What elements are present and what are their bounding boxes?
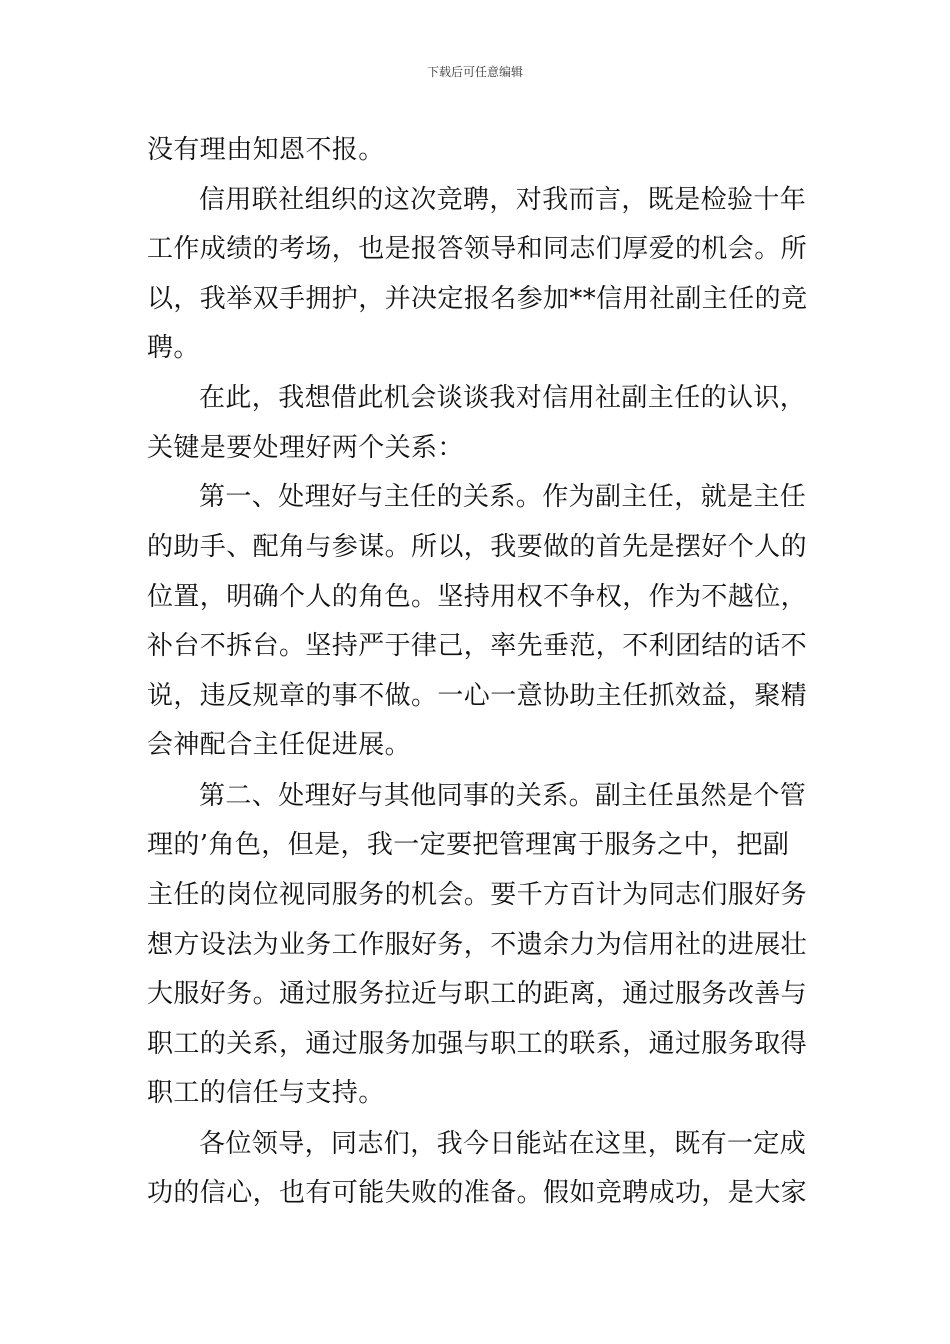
text-line: 说，违反规章的事不做。一心一意协助主任抓效益，聚精: [147, 681, 808, 711]
text-line: 职工的信任与支持。: [147, 1078, 385, 1108]
text-line: 理的’角色，但是，我一定要把管理寓于服务之中，把副: [147, 830, 790, 860]
text-line: 位置，明确个人的角色。坚持用权不争权，作为不越位，: [147, 582, 808, 612]
text-line: 在此，我想借此机会谈谈我对信用社副主任的认识，: [199, 383, 807, 413]
text-line: 关键是要处理好两个关系：: [147, 433, 464, 463]
text-line: 各位领导，同志们，我今日能站在这里，既有一定成: [199, 1129, 807, 1159]
text-line: 会神配合主任促进展。: [147, 730, 412, 760]
text-line: 工作成绩的考场，也是报答领导和同志们厚爱的机会。所: [147, 234, 808, 264]
text-line: 第一、处理好与主任的关系。作为副主任，就是主任: [199, 482, 807, 512]
text-line: 职工的关系，通过服务加强与职工的联系，通过服务取得: [147, 1029, 808, 1059]
page-header: 下载后可任意编辑: [426, 65, 523, 79]
text-line: 信用联社组织的这次竞聘，对我而言，既是检验十年: [199, 185, 807, 215]
text-line: 没有理由知恩不报。: [147, 135, 385, 165]
text-line: 聘。: [147, 333, 200, 363]
text-line: 想方设法为业务工作服好务，不遗余力为信用社的进展壮: [147, 930, 808, 960]
text-line: 补台不拆台。坚持严于律己，率先垂范，不利团结的话不: [147, 631, 808, 661]
text-line: 的助手、配角与参谋。所以，我要做的首先是摆好个人的: [147, 532, 808, 562]
text-line: 大服好务。通过服务拉近与职工的距离，通过服务改善与: [147, 979, 808, 1009]
text-line: 第二、处理好与其他同事的关系。副主任虽然是个管: [199, 781, 807, 811]
text-line: 功的信心，也有可能失败的准备。假如竞聘成功，是大家: [147, 1178, 808, 1208]
text-line: 以，我举双手拥护，并决定报名参加**信用社副主任的竞: [147, 284, 808, 314]
text-line: 主任的岗位视同服务的机会。要千方百计为同志们服好务: [147, 880, 808, 910]
